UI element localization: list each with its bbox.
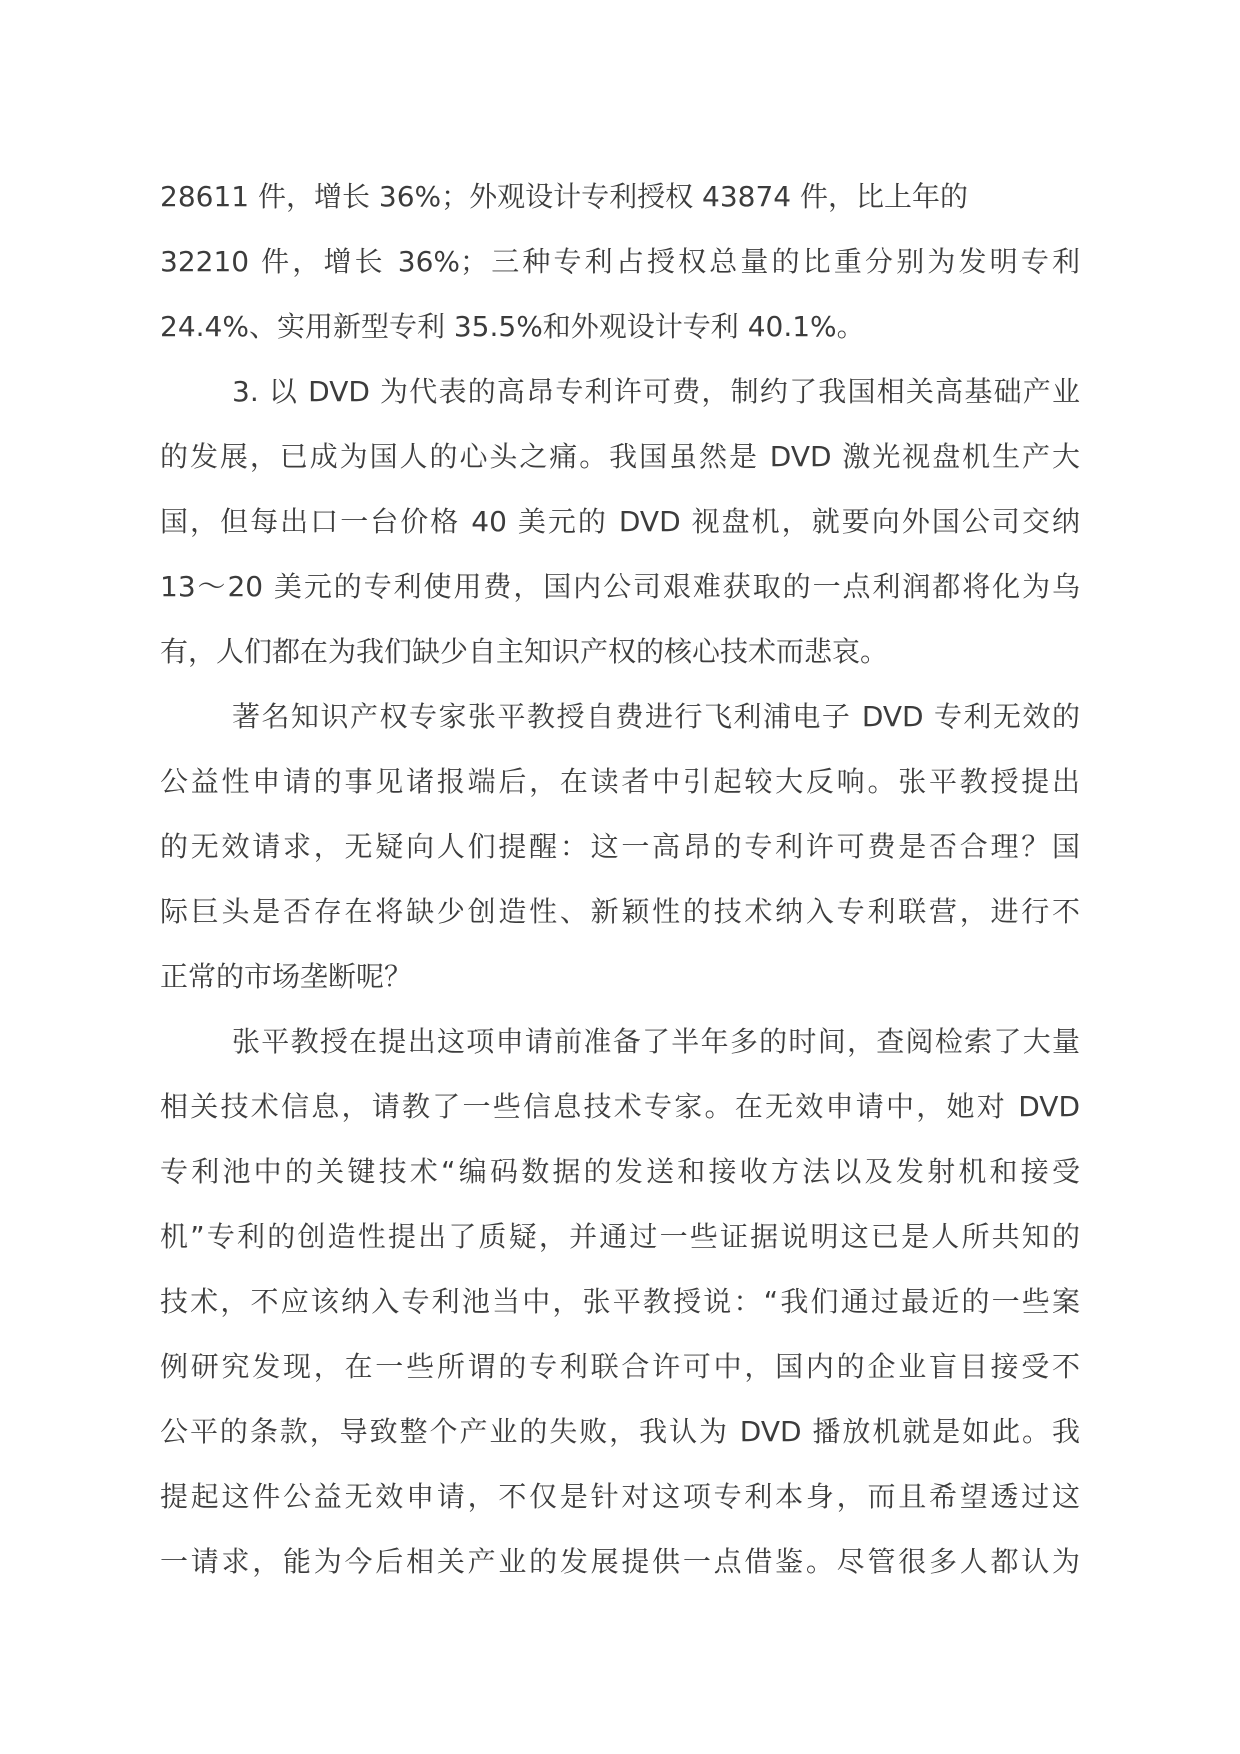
text-line: 的无效请求，无疑向人们提醒：这一高昂的专利许可费是否合理？国: [160, 830, 1080, 863]
text-line paragraph-start: 张平教授在提出这项申请前准备了半年多的时间，查阅检索了大量: [232, 1025, 1080, 1058]
text-line: 际巨头是否存在将缺少创造性、新颖性的技术纳入专利联营，进行不: [160, 895, 1080, 928]
text-line: 专利池中的关键技术“编码数据的发送和接收方法以及发射机和接受: [160, 1155, 1080, 1188]
text-line paragraph-start: 著名知识产权专家张平教授自费进行飞利浦电子 DVD 专利无效的: [232, 700, 1080, 733]
text-line: 例研究发现，在一些所谓的专利联合许可中，国内的企业盲目接受不: [160, 1350, 1080, 1383]
text-line: 32210 件，增长 36%；三种专利占授权总量的比重分别为发明专利: [160, 245, 1080, 278]
text-line: 机”专利的创造性提出了质疑，并通过一些证据说明这已是人所共知的: [160, 1220, 1080, 1253]
text-line: 公平的条款，导致整个产业的失败，我认为 DVD 播放机就是如此。我: [160, 1415, 1080, 1448]
text-line paragraph-end: 24.4%、实用新型专利 35.5%和外观设计专利 40.1%。: [160, 310, 865, 343]
text-line: 技术，不应该纳入专利池当中，张平教授说：“我们通过最近的一些案: [160, 1285, 1080, 1318]
text-line paragraph-end: 正常的市场垄断呢？: [160, 960, 413, 993]
text-line: 的发展，已成为国人的心头之痛。我国虽然是 DVD 激光视盘机生产大: [160, 440, 1080, 473]
text-line: 一请求，能为今后相关产业的发展提供一点借鉴。尽管很多人都认为: [160, 1545, 1080, 1578]
text-line: 公益性申请的事见诸报端后，在读者中引起较大反响。张平教授提出: [160, 765, 1080, 798]
text-line: 国，但每出口一台价格 40 美元的 DVD 视盘机，就要向外国公司交纳: [160, 505, 1080, 538]
text-line paragraph-end: 有，人们都在为我们缺少自主知识产权的核心技术而悲哀。: [160, 635, 889, 668]
text-line paragraph-start: 3. 以 DVD 为代表的高昂专利许可费，制约了我国相关高基础产业: [232, 375, 1080, 408]
text-line: 提起这件公益无效申请，不仅是针对这项专利本身，而且希望透过这: [160, 1480, 1080, 1513]
text-line: 13～20 美元的专利使用费，国内公司艰难获取的一点利润都将化为乌: [160, 570, 1080, 603]
text-line: 28611 件，增长 36%；外观设计专利授权 43874 件，比上年的: [160, 180, 968, 213]
text-line: 相关技术信息，请教了一些信息技术专家。在无效申请中，她对 DVD: [160, 1090, 1080, 1123]
document-text-block: [160, 164, 1080, 1594]
